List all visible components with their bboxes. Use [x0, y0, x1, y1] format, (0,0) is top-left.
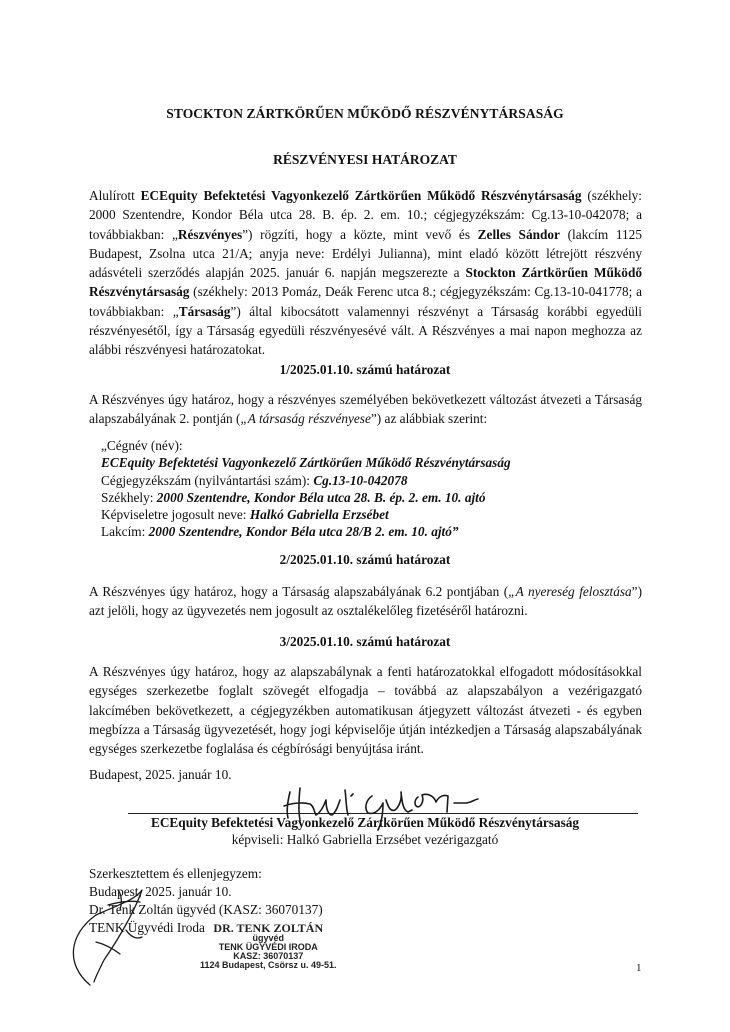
resolution-2-text: A Részvényes úgy határoz, hogy a Társaság alapszabályának 6.2 pontjában („A nyereség felosztása”) azt jelöli, hogy az ügyvezetés nem jogosult az osztalékelőleg fizetéséről határozni.: [89, 584, 643, 619]
quote-line-registration: Cégjegyzékszám (nyilvántartási szám): Cg.13-10-042078: [101, 472, 408, 488]
signatory-name: ECEquity Befektetési Vagyonkezelő Zártkörűen Működő Részvénytársaság: [150, 815, 580, 830]
countersign-date: Budapest, 2025. január 10.: [89, 884, 232, 899]
resolution-2-heading: 2/2025.01.10. számú határozat: [279, 552, 451, 567]
main-signature: [284, 788, 478, 830]
document-title: RÉSZVÉNYESI HATÁROZAT: [273, 152, 457, 167]
quote-line-address: Lakcím: 2000 Szentendre, Kondor Béla utca 28/B 2. em. 10. ajtó”: [101, 524, 459, 540]
resolution-1-heading: 1/2025.01.10. számú határozat: [279, 362, 451, 377]
place-date: Budapest, 2025. január 10.: [89, 767, 232, 782]
resolution-1-text: A Részvényes úgy határoz, hogy a részvényes személyében bekövetkezett változást átvezeti a Társaság alapszabályának 2. pontján („A társaság részvényese”) az alábbiak szerint:: [89, 392, 642, 427]
countersign-lawyer: Dr. Tenk Zoltán ügyvéd (KASZ: 36070137): [89, 902, 323, 917]
resolution-3-text: A Részvényes úgy határoz, hogy az alapszabálynak a fenti határozatokkal elfogadott módosításokkal egységes szerkezetbe foglalt szövegét elfogadja – továbbá az alapszabályon a vezérigazgató lakcímében bekövetkezett, a cégjegyzékben automatikusan átjegyzett változást átvezeti - és egyben megbízza a Társaság ügyvezetését, hogy jogi képviselője útján intézkedjen a Társaság alapszabályának egységes szerkezetbe foglalása és cégbírósági benyújtása iránt.: [89, 664, 642, 757]
quote-line-seat: Székhely: 2000 Szentendre, Kondor Béla utca 28. B. ép. 2. em. 10. ajtó: [101, 489, 486, 505]
quote-line-representative: Képviseletre jogosult neve: Halkó Gabriella Erzsébet: [101, 507, 389, 523]
page-number: 1: [636, 962, 642, 974]
stamp-name: DR. TENK ZOLTÁN: [213, 921, 324, 935]
quote-line-company-name: ECEquity Befektetési Vagyonkezelő Zártkörűen Működő Részvénytársaság: [101, 455, 511, 471]
stamp-title: ügyvéd: [252, 933, 285, 943]
company-title: STOCKTON ZÁRTKÖRŰEN MŰKÖDŐ RÉSZVÉNYTÁRSASÁG: [166, 106, 564, 121]
resolution-3-heading: 3/2025.01.10. számú határozat: [279, 634, 451, 649]
countersign-label: Szerkesztettem és ellenjegyzem:: [89, 866, 262, 881]
lawyer-signature: [73, 890, 142, 985]
stamp-kasz: KASZ: 36070137: [233, 951, 304, 961]
quote-line-company-name-label: „Cégnév (név):: [101, 438, 183, 453]
intro-paragraph: Alulírott ECEquity Befektetési Vagyonkezelő Zártkörűen Működő Részvénytársaság (székhely: 2000 Szentendre, Kondor Béla utca 28. B. ép. 2. em. 10.; cégjegyzékszám: Cg.13-10-042078; a továbbiakban: „Részvényes”) rögzíti, hogy a közte, mint vevő és Zelles Sándor (lakcím 1125 Budapest, Zsolna utca 21/A; anyja neve: Erdélyi Julianna), mint eladó között létrejött részvény adásvételi szerződés alapján 2025. január 6. napján megszerezte a Stockton Zártkörűen Működő Részvénytársaság (székhely: 2013 Pomáz, Deák Ferenc utca 8.; cégjegyzékszám: Cg.13-10-041778; a továbbiakban: „Társaság”) által kibocsátott valamennyi részvényt a Társaság korábbi egyedüli részvényesétől, így a Társaság egyedüli részvényesévé vált. A Részvényes a mai napon meghozza az alábbi részvényesi határozatokat.: [89, 188, 643, 358]
signatory-representative: képviseli: Halkó Gabriella Erzsébet vezérigazgató: [231, 832, 499, 847]
stamp-firm: TENK ÜGYVÉDI IRODA: [218, 942, 318, 952]
stamp-address: 1124 Budapest, Csörsz u. 49-51.: [200, 960, 337, 970]
countersign-firm: TENK Ügyvédi Iroda: [89, 920, 205, 935]
